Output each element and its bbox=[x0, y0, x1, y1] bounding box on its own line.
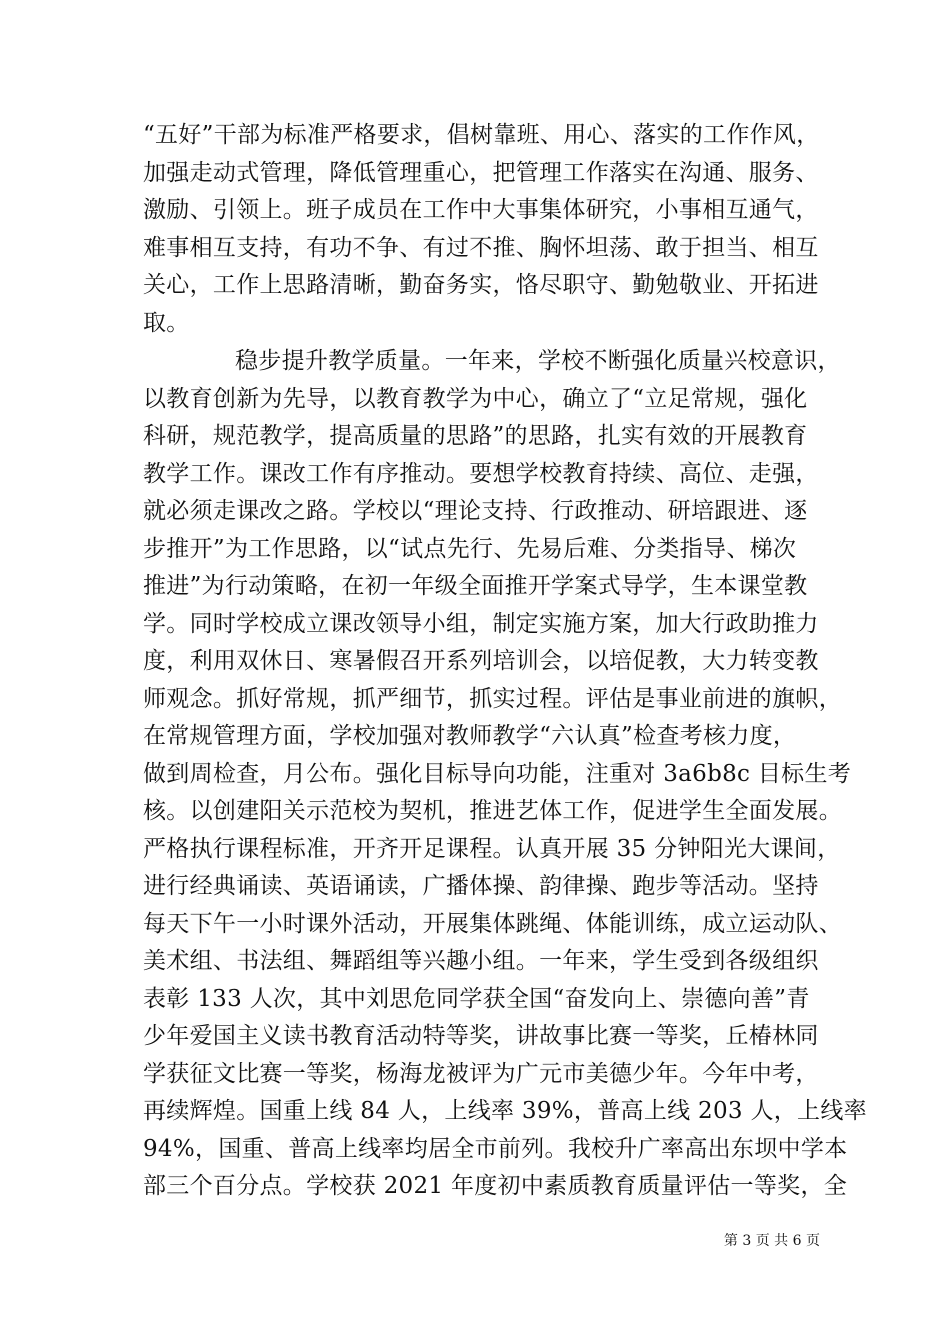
text-line: 再续辉煌。国重上线 84 人，上线率 39%，普高上线 203 人，上线率 bbox=[143, 1098, 867, 1124]
text-line: 进行经典诵读、英语诵读，广播体操、韵律操、跑步等活动。坚持 bbox=[143, 873, 819, 899]
text-line: 科研，规范教学，提高质量的思路”的思路，扎实有效的开展教育 bbox=[143, 423, 808, 449]
text-line: 核。以创建阳关示范校为契机，推进艺体工作，促进学生全面发展。 bbox=[143, 798, 842, 824]
text-line: 学获征文比赛一等奖，杨海龙被评为广元市美德少年。今年中考， bbox=[143, 1060, 819, 1087]
text-line: 每天下午一小时课外活动，开展集体跳绳、体能训练，成立运动队、 bbox=[143, 910, 842, 937]
text-line: 做到周检查，月公布。强化目标导向功能，注重对 3a6b8c 目标生考 bbox=[143, 760, 852, 787]
paragraph-teaching-quality bbox=[143, 343, 867, 1206]
text-line: 以教育创新为先导，以教育教学为中心，确立了“立足常规，强化 bbox=[143, 385, 808, 412]
text-line: 严格执行课程标准，开齐开足课程。认真开展 35 分钟阳光大课间， bbox=[143, 835, 841, 862]
text-line: 步推开”为工作思路，以“试点先行、先易后难、分类指导、梯次 bbox=[143, 535, 797, 562]
text-line: 学。同时学校成立课改领导小组，制定实施方案，加大行政助推力 bbox=[143, 610, 819, 637]
text-line: 稳步提升教学质量。一年来，学校不断强化质量兴校意识， bbox=[235, 348, 841, 374]
text-line: “五好”干部为标准严格要求，倡树靠班、用心、落实的工作作风， bbox=[143, 122, 820, 148]
text-line: 少年爱国主义读书教育活动特等奖，讲故事比赛一等奖，丘椿林同 bbox=[143, 1023, 819, 1049]
text-line: 关心，工作上思路清晰，勤奋务实，恪尽职守、勤勉敬业、开拓进 bbox=[143, 272, 819, 298]
text-line: 美术组、书法组、舞蹈组等兴趣小组。一年来，学生受到各级组织 bbox=[143, 948, 819, 974]
text-line: 加强走动式管理，降低管理重心，把管理工作落实在沟通、服务、 bbox=[143, 159, 819, 186]
text-line: 度，利用双休日、寒暑假召开系列培训会，以培促教，大力转变教 bbox=[143, 648, 819, 674]
text-line: 难事相互支持，有功不争、有过不推、胸怀坦荡、敢于担当、相互 bbox=[143, 234, 819, 261]
page-number: 第 3 页 共 6 页 bbox=[723, 1233, 820, 1249]
text-line: 就必须走课改之路。学校以“理论支持、行政推动、研培跟进、逐 bbox=[143, 498, 808, 524]
text-line: 在常规管理方面，学校加强对教师教学“六认真”检查考核力度， bbox=[143, 723, 797, 749]
text-line: 教学工作。课改工作有序推动。要想学校教育持续、高位、走强， bbox=[143, 460, 819, 487]
text-line: 取。 bbox=[143, 309, 190, 336]
text-line: 部三个百分点。学校获 2021 年度初中素质教育质量评估一等奖，全 bbox=[143, 1173, 848, 1199]
text-line: 表彰 133 人次，其中刘思危同学获全国“奋发向上、崇德向善”青 bbox=[143, 985, 810, 1012]
text-line: 94%，国重、普高上线率均居全市前列。我校升广率高出东坝中学本 bbox=[143, 1135, 848, 1162]
text-line: 推进”为行动策略，在初一年级全面推开学案式导学，生本课堂教 bbox=[143, 573, 808, 599]
paragraph-leadership bbox=[143, 117, 820, 342]
text-line: 激励、引领上。班子成员在工作中大事集体研究，小事相互通气， bbox=[143, 197, 819, 223]
text-line: 师观念。抓好常规，抓严细节，抓实过程。评估是事业前进的旗帜， bbox=[143, 685, 842, 712]
